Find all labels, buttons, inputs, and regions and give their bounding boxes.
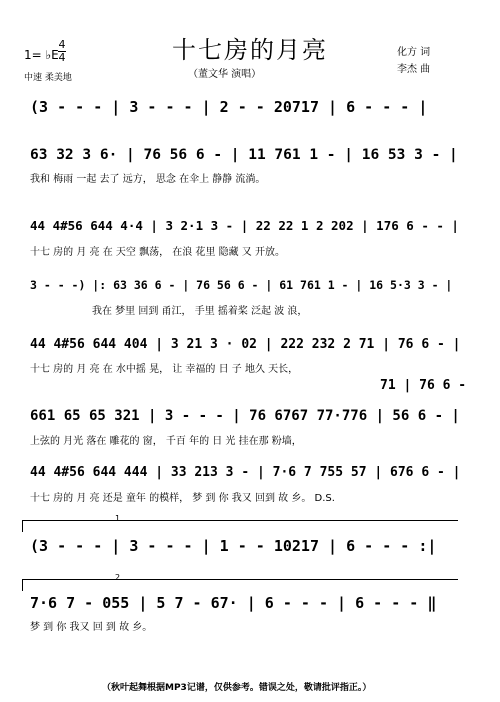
notation-row-8: (3 - - - | 3 - - - | 1 - - 10217 | 6 - - - :| bbox=[30, 537, 437, 555]
lyrics-row-3: 十七 房的 月 亮 在 天空 飘荡， 在浪 花里 隐藏 又 开放。 bbox=[30, 247, 285, 258]
volta-2-start bbox=[22, 579, 23, 591]
lyrics-row-9: 梦 到 你 我又 回 到 故 乡。 bbox=[30, 622, 153, 633]
transcription-note: （秋叶起舞根据MP3记谱，仅供参考。错误之处，敬请批评指正。） bbox=[102, 683, 372, 693]
composer-credit: 李杰 曲 bbox=[397, 64, 431, 75]
volta-1-start bbox=[22, 520, 23, 532]
notation-row-5: 44 4#56 644 404 | 3 21 3 · 02 | 222 232 2 71 | 76 6 - | bbox=[30, 337, 461, 352]
lyricist-credit: 化方 词 bbox=[397, 47, 431, 58]
tempo-marking: 中速 柔美地 bbox=[24, 73, 72, 83]
lyrics-row-6: 上弦的 月光 落在 雕花的 窗， 千百 年的 日 光 挂在那 粉墙， bbox=[30, 436, 302, 447]
notation-row-4: 3 - - -) |: 63 36 6 - | 76 56 6 - | 61 761 1 - | 16 5·3 3 - | bbox=[30, 278, 453, 292]
notation-row-7: 44 4#56 644 444 | 33 213 3 - | 7·6 7 755 57 | 676 6 - | bbox=[30, 465, 461, 480]
alternate-ending: 71 | 76 6 - bbox=[380, 378, 467, 393]
notation-row-2: 63 32 3 6· | 76 56 6 - | 11 761 1 - | 16 53 3 - | bbox=[30, 147, 458, 163]
notation-row-9: 7·6 7 - 055 | 5 7 - 67· | 6 - - - | 6 - - - ‖ bbox=[30, 594, 437, 612]
volta-2-bracket bbox=[22, 579, 458, 580]
notation-row-6: 661 65 65 321 | 3 - - - | 76 6767 77·776 | 56 6 - | bbox=[30, 408, 460, 424]
singer-credit: （董文华 演唱） bbox=[188, 69, 262, 80]
notation-row-1: (3 - - - | 3 - - - | 2 - - 20717 | 6 - - - | bbox=[30, 98, 428, 116]
lyrics-row-4: 我在 梦里 回到 甬江， 手里 摇着桨 泛起 波 浪， bbox=[92, 306, 308, 317]
volta-1-label: 1 bbox=[115, 514, 121, 523]
song-title: 十七房的月亮 bbox=[172, 36, 328, 64]
lyrics-row-7: 十七 房的 月 亮 还是 童年 的模样， 梦 到 你 我又 回到 故 乡。 D.S. bbox=[30, 493, 335, 504]
key-signature: 1= ♭E bbox=[24, 48, 59, 62]
time-signature bbox=[58, 40, 66, 63]
lyrics-row-5: 十七 房的 月 亮 在 水中摇 晃， 让 幸福的 日 子 地久 天长， bbox=[30, 364, 299, 375]
notation-row-3: 44 4#56 644 4·4 | 3 2·1 3 - | 22 22 1 2 202 | 176 6 - - | bbox=[30, 218, 459, 233]
lyrics-row-2: 我和 梅雨 一起 去了 远方， 思念 在伞上 静静 流淌。 bbox=[30, 174, 266, 185]
meter-bottom: 4 bbox=[58, 51, 66, 64]
volta-2-label: 2 bbox=[115, 573, 121, 582]
meter-top: 4 bbox=[58, 38, 66, 51]
volta-1-bracket bbox=[22, 520, 458, 521]
